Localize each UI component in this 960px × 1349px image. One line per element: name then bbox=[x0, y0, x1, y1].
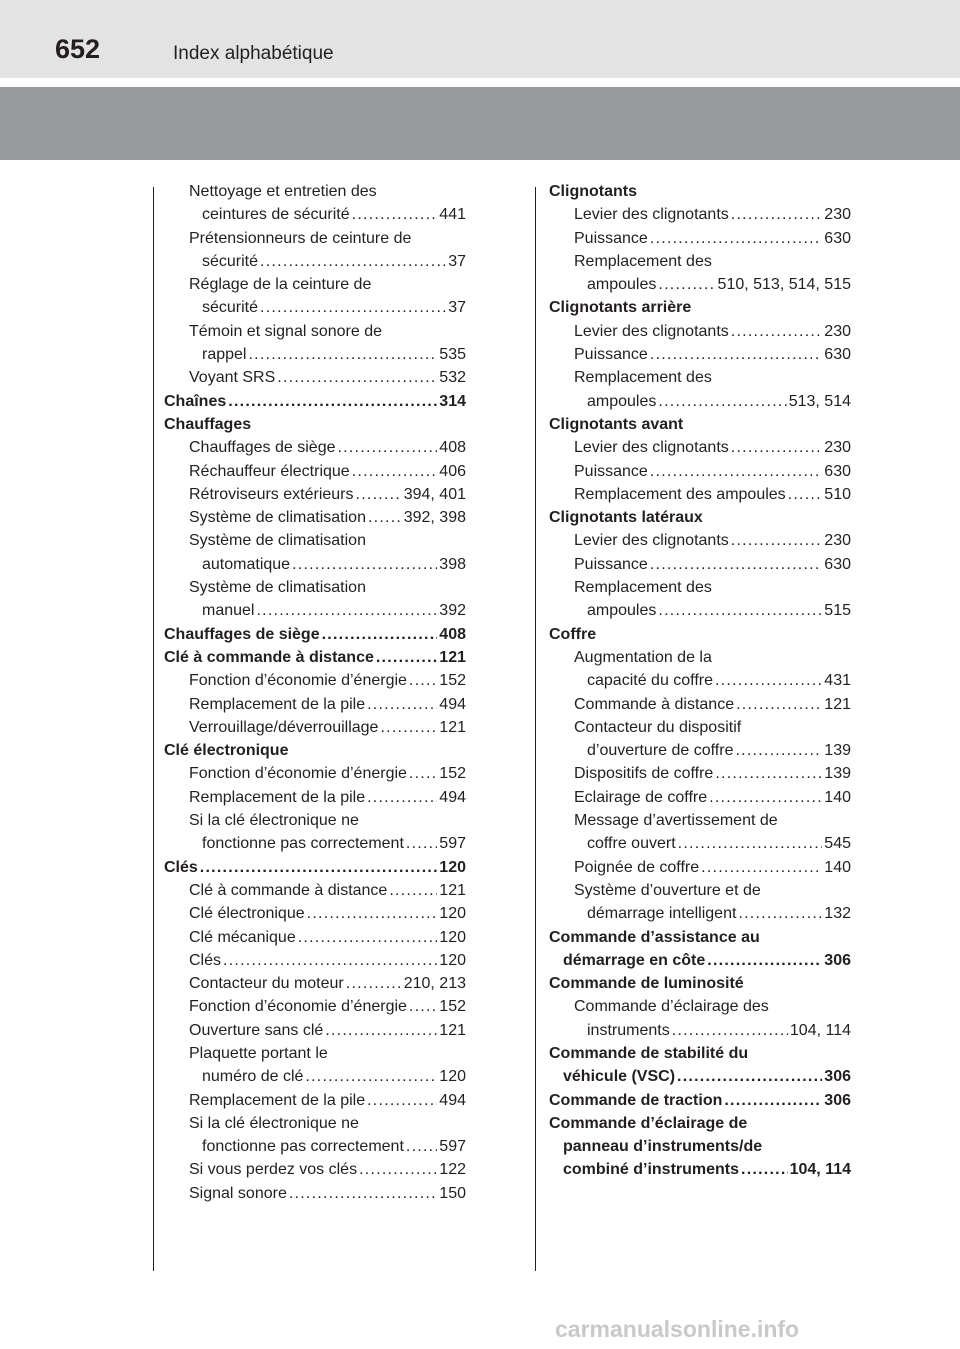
index-entry bbox=[549, 343, 851, 366]
entry-label: ampoules bbox=[587, 602, 657, 620]
leader-dots bbox=[289, 1182, 437, 1205]
page-reference: 104, 114 bbox=[789, 1161, 851, 1179]
page-reference: 122 bbox=[439, 1161, 466, 1179]
leader-dots bbox=[672, 1019, 788, 1042]
page-reference: 597 bbox=[439, 835, 466, 853]
entry-label: Clés bbox=[189, 951, 222, 969]
entry-label: Remplacement des bbox=[574, 252, 712, 270]
leader-dots bbox=[650, 227, 822, 250]
entry-label: Poignée de coffre bbox=[574, 858, 700, 876]
index-heading bbox=[549, 716, 851, 739]
middle-column-rule bbox=[535, 187, 536, 1271]
index-heading bbox=[549, 1135, 851, 1158]
index-entry bbox=[164, 879, 466, 902]
page-reference: 37 bbox=[448, 299, 466, 317]
entry-label: Clignotants arrière bbox=[549, 299, 692, 317]
entry-label: Clé mécanique bbox=[189, 928, 296, 946]
entry-label: Contacteur du dispositif bbox=[574, 718, 742, 736]
index-entry bbox=[164, 856, 466, 879]
leader-dots bbox=[736, 693, 822, 716]
index-heading bbox=[549, 809, 851, 832]
entry-label: fonctionne pas correctement bbox=[202, 835, 404, 853]
entry-label: Réglage de la ceinture de bbox=[189, 276, 372, 294]
leader-dots bbox=[305, 1065, 437, 1088]
page-reference: 121 bbox=[439, 881, 466, 899]
leader-dots bbox=[788, 483, 823, 506]
leader-dots bbox=[731, 436, 823, 459]
page-reference: 121 bbox=[439, 718, 466, 736]
page-reference: 510, 513, 514, 515 bbox=[717, 276, 851, 294]
index-entry bbox=[164, 553, 466, 576]
leader-dots bbox=[256, 599, 437, 622]
page-reference: 139 bbox=[824, 765, 851, 783]
leader-dots bbox=[735, 739, 822, 762]
page-reference: 140 bbox=[824, 858, 851, 876]
entry-label: Fonction d’économie d’énergie bbox=[189, 672, 407, 690]
header-bar bbox=[0, 0, 960, 78]
index-entry bbox=[164, 203, 466, 226]
index-heading bbox=[549, 879, 851, 902]
index-entry bbox=[164, 460, 466, 483]
entry-label: Commande de traction bbox=[549, 1091, 723, 1109]
index-entry bbox=[549, 273, 851, 296]
index-entry bbox=[164, 716, 466, 739]
page-reference: 121 bbox=[439, 648, 466, 666]
index-entry bbox=[549, 762, 851, 785]
index-entry bbox=[549, 599, 851, 622]
entry-label: coffre ouvert bbox=[587, 835, 676, 853]
leader-dots bbox=[325, 1019, 437, 1042]
leader-dots bbox=[367, 786, 437, 809]
entry-label: Réchauffeur électrique bbox=[189, 462, 350, 480]
page-reference: 597 bbox=[439, 1138, 466, 1156]
entry-label: manuel bbox=[202, 602, 255, 620]
page-number: 652 bbox=[55, 34, 101, 64]
index-entry bbox=[164, 926, 466, 949]
page-reference: 120 bbox=[439, 858, 466, 876]
leader-dots bbox=[200, 856, 438, 879]
index-entry bbox=[549, 203, 851, 226]
entry-label: Chauffages bbox=[164, 415, 252, 433]
index-entry bbox=[164, 1158, 466, 1181]
page-reference: 210, 213 bbox=[403, 975, 466, 993]
index-entry bbox=[164, 599, 466, 622]
page-reference: 152 bbox=[439, 672, 466, 690]
index-entry bbox=[549, 1158, 851, 1181]
index-entry bbox=[549, 832, 851, 855]
entry-label: Prétensionneurs de ceinture de bbox=[189, 229, 412, 247]
entry-label: Commande d’éclairage de bbox=[549, 1114, 748, 1132]
entry-label: Système d’ouverture et de bbox=[574, 881, 761, 899]
leader-dots bbox=[406, 832, 437, 855]
index-heading bbox=[549, 250, 851, 273]
page-reference: 139 bbox=[824, 742, 851, 760]
entry-label: Eclairage de coffre bbox=[574, 788, 708, 806]
entry-label: Commande de stabilité du bbox=[549, 1044, 749, 1062]
index-entry bbox=[549, 856, 851, 879]
leader-dots bbox=[380, 716, 437, 739]
index-heading bbox=[164, 320, 466, 343]
entry-label: Commande à distance bbox=[574, 695, 735, 713]
leader-dots bbox=[337, 436, 437, 459]
index-entry bbox=[164, 1019, 466, 1042]
index-entry bbox=[549, 529, 851, 552]
index-entry bbox=[164, 949, 466, 972]
leader-dots bbox=[223, 949, 437, 972]
index-heading bbox=[549, 506, 851, 529]
page-reference: 121 bbox=[824, 695, 851, 713]
index-entry bbox=[549, 669, 851, 692]
leader-dots bbox=[367, 1089, 437, 1112]
index-heading bbox=[549, 296, 851, 319]
page-reference: 392 bbox=[439, 602, 466, 620]
entry-label: Si vous perdez vos clés bbox=[189, 1161, 358, 1179]
entry-label: Commande de luminosité bbox=[549, 975, 744, 993]
page-title: Index alphabétique bbox=[173, 43, 334, 64]
index-heading bbox=[549, 366, 851, 389]
leader-dots bbox=[277, 366, 437, 389]
index-entry bbox=[164, 366, 466, 389]
index-heading bbox=[164, 529, 466, 552]
page-reference: 230 bbox=[824, 206, 851, 224]
page-reference: 545 bbox=[824, 835, 851, 853]
index-entry bbox=[549, 460, 851, 483]
leader-dots bbox=[248, 343, 437, 366]
leader-dots bbox=[724, 1089, 822, 1112]
entry-label: Remplacement de la pile bbox=[189, 1091, 366, 1109]
index-heading bbox=[549, 972, 851, 995]
leader-dots bbox=[731, 320, 823, 343]
index-heading bbox=[164, 576, 466, 599]
entry-label: Verrouillage/déverrouillage bbox=[189, 718, 379, 736]
entry-label: Dispositifs de coffre bbox=[574, 765, 714, 783]
page-reference: 406 bbox=[439, 462, 466, 480]
page-reference: 510 bbox=[824, 485, 851, 503]
index-heading bbox=[164, 413, 466, 436]
entry-label: véhicule (VSC) bbox=[563, 1068, 676, 1086]
header-band bbox=[0, 87, 960, 160]
leader-dots bbox=[731, 529, 823, 552]
index-entry bbox=[164, 250, 466, 273]
entry-label: panneau d’instruments/de bbox=[563, 1138, 763, 1156]
index-heading bbox=[549, 180, 851, 203]
entry-label: sécurité bbox=[202, 252, 259, 270]
index-entry bbox=[164, 995, 466, 1018]
leader-dots bbox=[367, 693, 437, 716]
index-entry bbox=[549, 786, 851, 809]
index-entry bbox=[549, 739, 851, 762]
index-heading bbox=[164, 273, 466, 296]
entry-label: Remplacement des bbox=[574, 579, 712, 597]
leader-dots bbox=[292, 553, 437, 576]
index-heading bbox=[549, 1042, 851, 1065]
index-entry bbox=[549, 1019, 851, 1042]
page-reference: 314 bbox=[439, 392, 466, 410]
page-reference: 152 bbox=[439, 765, 466, 783]
watermark: carmanualsonline.info bbox=[555, 1316, 800, 1342]
index-heading bbox=[164, 1042, 466, 1065]
entry-label: Chauffages de siège bbox=[164, 625, 320, 643]
index-heading bbox=[549, 413, 851, 436]
leader-dots bbox=[658, 599, 822, 622]
page-reference: 104, 114 bbox=[789, 1021, 851, 1039]
page-reference: 394, 401 bbox=[403, 485, 466, 503]
index-entry bbox=[164, 1065, 466, 1088]
index-entry bbox=[549, 320, 851, 343]
index-entry bbox=[164, 296, 466, 319]
leader-dots bbox=[658, 390, 786, 413]
entry-label: Système de climatisation bbox=[189, 509, 366, 527]
entry-label: Levier des clignotants bbox=[574, 322, 729, 340]
page-reference: 535 bbox=[439, 346, 466, 364]
index-entry bbox=[164, 902, 466, 925]
entry-label: démarrage en côte bbox=[563, 951, 706, 969]
page-reference: 392, 398 bbox=[403, 509, 466, 527]
entry-label: Remplacement des ampoules bbox=[574, 485, 786, 503]
index-entry bbox=[164, 1089, 466, 1112]
page-reference: 230 bbox=[824, 532, 851, 550]
index-entry bbox=[164, 693, 466, 716]
leader-dots bbox=[356, 483, 402, 506]
leader-dots bbox=[260, 296, 446, 319]
page-reference: 306 bbox=[824, 1068, 851, 1086]
index-column-left bbox=[164, 180, 466, 1205]
entry-label: démarrage intelligent bbox=[587, 905, 737, 923]
index-entry bbox=[164, 623, 466, 646]
entry-label: Fonction d’économie d’énergie bbox=[189, 998, 407, 1016]
page-reference: 513, 514 bbox=[788, 392, 851, 410]
page-reference: 37 bbox=[448, 252, 466, 270]
entry-label: Puissance bbox=[574, 346, 648, 364]
entry-label: Puissance bbox=[574, 555, 648, 573]
entry-label: Remplacement des bbox=[574, 369, 712, 387]
index-heading bbox=[164, 809, 466, 832]
leader-dots bbox=[707, 949, 822, 972]
entry-label: Augmentation de la bbox=[574, 648, 712, 666]
index-entry bbox=[549, 553, 851, 576]
index-heading bbox=[549, 1112, 851, 1135]
entry-label: Remplacement de la pile bbox=[189, 788, 366, 806]
page-reference: 515 bbox=[824, 602, 851, 620]
entry-label: Clé électronique bbox=[164, 742, 289, 760]
index-heading bbox=[164, 227, 466, 250]
leader-dots bbox=[709, 786, 822, 809]
leader-dots bbox=[658, 273, 715, 296]
index-entry bbox=[164, 436, 466, 459]
entry-label: Puissance bbox=[574, 229, 648, 247]
index-entry bbox=[549, 693, 851, 716]
leader-dots bbox=[650, 343, 822, 366]
page-reference: 441 bbox=[439, 206, 466, 224]
index-entry bbox=[164, 646, 466, 669]
leader-dots bbox=[359, 1158, 437, 1181]
entry-label: Si la clé électronique ne bbox=[189, 1114, 359, 1132]
index-heading bbox=[549, 623, 851, 646]
index-entry bbox=[164, 762, 466, 785]
entry-label: capacité du coffre bbox=[587, 672, 714, 690]
index-entry bbox=[549, 436, 851, 459]
page-reference: 230 bbox=[824, 439, 851, 457]
leader-dots bbox=[322, 623, 438, 646]
index-heading bbox=[164, 739, 466, 762]
leader-dots bbox=[409, 762, 437, 785]
entry-label: Nettoyage et entretien des bbox=[189, 183, 377, 200]
leader-dots bbox=[650, 460, 822, 483]
page-reference: 152 bbox=[439, 998, 466, 1016]
leader-dots bbox=[678, 832, 823, 855]
entry-label: numéro de clé bbox=[202, 1068, 304, 1086]
leader-dots bbox=[228, 390, 437, 413]
page-reference: 121 bbox=[439, 1021, 466, 1039]
entry-label: Système de climatisation bbox=[189, 579, 366, 597]
entry-label: Rétroviseurs extérieurs bbox=[189, 485, 354, 503]
entry-label: instruments bbox=[587, 1021, 670, 1039]
index-entry bbox=[164, 506, 466, 529]
entry-label: Plaquette portant le bbox=[189, 1044, 328, 1062]
page-reference: 120 bbox=[439, 1068, 466, 1086]
entry-label: Signal sonore bbox=[189, 1184, 287, 1202]
entry-label: Commande d’éclairage des bbox=[574, 998, 769, 1016]
leader-dots bbox=[677, 1065, 822, 1088]
index-heading bbox=[549, 926, 851, 949]
index-entry bbox=[164, 832, 466, 855]
index-entry bbox=[164, 1182, 466, 1205]
leader-dots bbox=[368, 506, 402, 529]
index-entry bbox=[164, 483, 466, 506]
page-reference: 431 bbox=[824, 672, 851, 690]
leader-dots bbox=[715, 669, 822, 692]
page-reference: 120 bbox=[439, 951, 466, 969]
page-reference: 398 bbox=[439, 555, 466, 573]
index-entry bbox=[164, 1135, 466, 1158]
entry-label: automatique bbox=[202, 555, 291, 573]
index-heading bbox=[164, 1112, 466, 1135]
page-reference: 120 bbox=[439, 928, 466, 946]
entry-label: Contacteur du moteur bbox=[189, 975, 344, 993]
leader-dots bbox=[389, 879, 437, 902]
leader-dots bbox=[352, 203, 438, 226]
page-reference: 150 bbox=[439, 1184, 466, 1202]
entry-label: combiné d’instruments bbox=[563, 1161, 740, 1179]
index-entry bbox=[164, 786, 466, 809]
index-entry bbox=[164, 390, 466, 413]
page-reference: 630 bbox=[824, 555, 851, 573]
entry-label: ampoules bbox=[587, 392, 657, 410]
leader-dots bbox=[376, 646, 437, 669]
entry-label: Système de climatisation bbox=[189, 532, 366, 550]
page-reference: 532 bbox=[439, 369, 466, 387]
index-entry bbox=[549, 483, 851, 506]
entry-label: Puissance bbox=[574, 462, 648, 480]
index-entry bbox=[164, 972, 466, 995]
index-heading bbox=[549, 995, 851, 1018]
page-reference: 230 bbox=[824, 322, 851, 340]
leader-dots bbox=[701, 856, 822, 879]
page-reference: 408 bbox=[439, 625, 466, 643]
leader-dots bbox=[346, 972, 402, 995]
entry-label: Remplacement de la pile bbox=[189, 695, 366, 713]
entry-label: ampoules bbox=[587, 276, 657, 294]
entry-label: rappel bbox=[202, 346, 247, 364]
index-entry bbox=[549, 949, 851, 972]
entry-label: Chauffages de siège bbox=[189, 439, 336, 457]
index-heading bbox=[549, 646, 851, 669]
page-reference: 306 bbox=[824, 951, 851, 969]
page-reference: 494 bbox=[439, 695, 466, 713]
entry-label: Voyant SRS bbox=[189, 369, 276, 387]
index-entry bbox=[549, 1089, 851, 1112]
index-entry bbox=[549, 902, 851, 925]
page-reference: 494 bbox=[439, 1091, 466, 1109]
index-entry bbox=[549, 227, 851, 250]
index-heading bbox=[549, 576, 851, 599]
entry-label: Clé à commande à distance bbox=[164, 648, 374, 666]
leader-dots bbox=[650, 553, 822, 576]
entry-label: ceintures de sécurité bbox=[202, 206, 350, 224]
entry-label: Coffre bbox=[549, 625, 597, 643]
entry-label: Clignotants bbox=[549, 183, 637, 200]
entry-label: Clé électronique bbox=[189, 905, 305, 923]
leader-dots bbox=[260, 250, 446, 273]
page-reference: 120 bbox=[439, 905, 466, 923]
index-entry bbox=[549, 1065, 851, 1088]
entry-label: Ouverture sans clé bbox=[189, 1021, 324, 1039]
leader-dots bbox=[738, 902, 822, 925]
page-reference: 306 bbox=[824, 1091, 851, 1109]
entry-label: d’ouverture de coffre bbox=[587, 742, 734, 760]
index-heading bbox=[164, 180, 466, 203]
entry-label: Levier des clignotants bbox=[574, 532, 729, 550]
page-reference: 408 bbox=[439, 439, 466, 457]
leader-dots bbox=[298, 926, 438, 949]
entry-label: Levier des clignotants bbox=[574, 206, 729, 224]
leader-dots bbox=[409, 995, 437, 1018]
page-reference: 630 bbox=[824, 346, 851, 364]
entry-label: Si la clé électronique ne bbox=[189, 812, 359, 830]
index-entry bbox=[549, 390, 851, 413]
entry-label: Clignotants latéraux bbox=[549, 509, 703, 527]
page-reference: 630 bbox=[824, 462, 851, 480]
entry-label: fonctionne pas correctement bbox=[202, 1138, 404, 1156]
index-entry bbox=[164, 343, 466, 366]
index-entry bbox=[164, 669, 466, 692]
entry-label: Commande d’assistance au bbox=[549, 928, 760, 946]
left-column-rule bbox=[153, 187, 154, 1271]
entry-label: Levier des clignotants bbox=[574, 439, 729, 457]
entry-label: Clé à commande à distance bbox=[189, 881, 388, 899]
leader-dots bbox=[307, 902, 438, 925]
page-reference: 630 bbox=[824, 229, 851, 247]
page-reference: 140 bbox=[824, 788, 851, 806]
page-reference: 132 bbox=[824, 905, 851, 923]
entry-label: Clignotants avant bbox=[549, 415, 684, 433]
entry-label: Message d’avertissement de bbox=[574, 812, 778, 830]
leader-dots bbox=[731, 203, 823, 226]
entry-label: Fonction d’économie d’énergie bbox=[189, 765, 407, 783]
leader-dots bbox=[406, 1135, 437, 1158]
entry-label: Témoin et signal sonore de bbox=[189, 322, 382, 340]
leader-dots bbox=[352, 460, 438, 483]
page-reference: 494 bbox=[439, 788, 466, 806]
index-column-right bbox=[549, 180, 851, 1182]
leader-dots bbox=[409, 669, 437, 692]
entry-label: Clés bbox=[164, 858, 198, 876]
leader-dots bbox=[715, 762, 822, 785]
entry-label: sécurité bbox=[202, 299, 259, 317]
entry-label: Chaînes bbox=[164, 392, 227, 410]
leader-dots bbox=[741, 1158, 788, 1181]
